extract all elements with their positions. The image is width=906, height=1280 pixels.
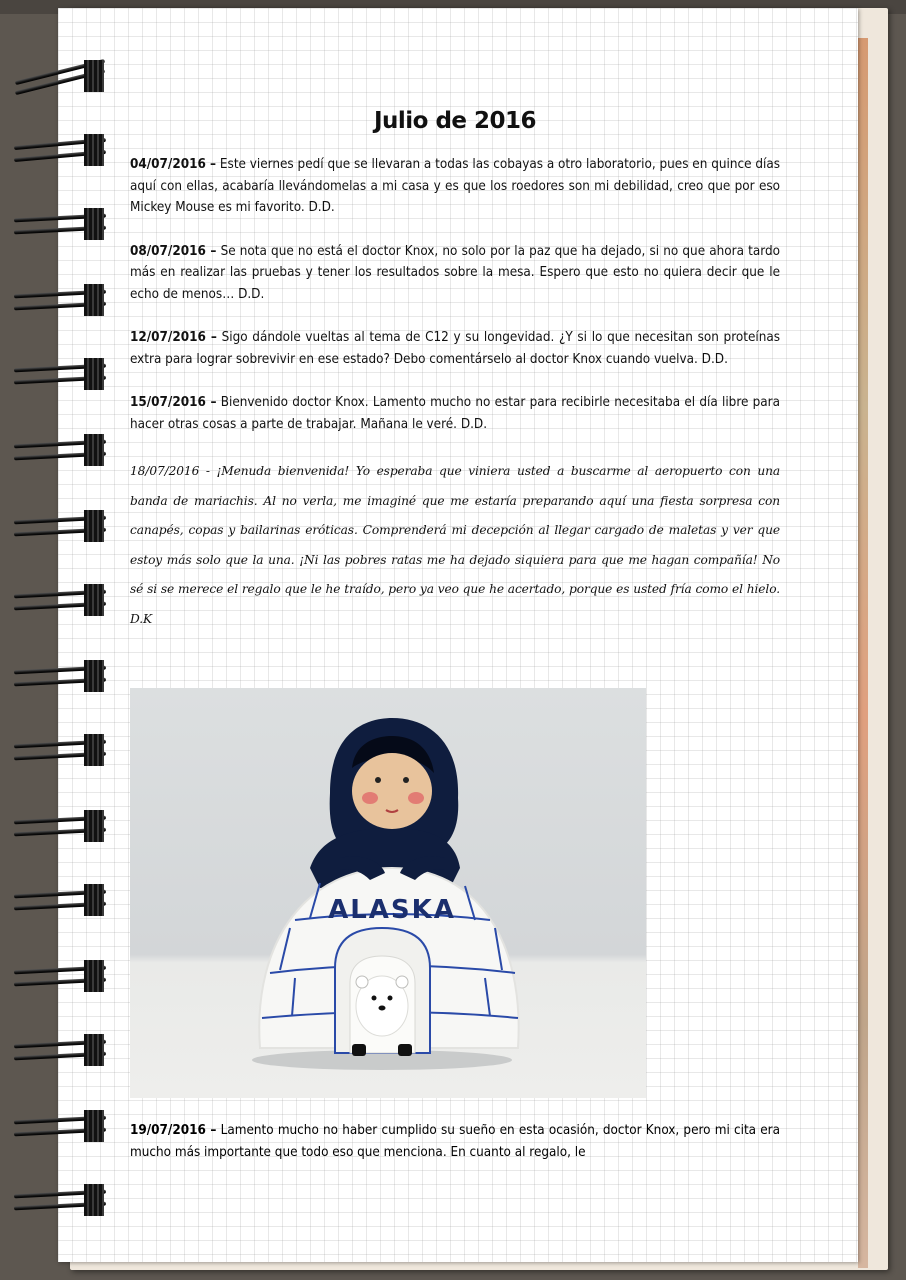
diary-entry <box>130 327 780 370</box>
entry-text: Lamento mucho no haber cumplido su sueño en esta ocasión, doctor Knox, pero mi cita era mucho más importante que todo eso que menciona. En cuanto al regalo, le <box>130 1123 781 1160</box>
spiral-ring <box>14 660 106 692</box>
diary-entry <box>130 1120 780 1163</box>
entry-text: ¡Menuda bienvenida! Yo esperaba que viniera usted a buscarme al aeropuerto con una banda de mariachis. Al no verla, me imaginé que me estaría preparando aquí una fiesta sorpresa con canapés, copas y bailarinas eróticas. Comprenderá mi decepción al llegar cargado de maletas y ver que estoy más solo que la una. ¡Ni las pobres ratas me ha dejado siquiera para que me hagan compañía! No sé si se merece el regalo que le he traído, pero ya veo que he acertado, porque es usted fría como el hielo. D.K <box>130 464 780 626</box>
diary-entry <box>130 241 780 306</box>
spiral-ring <box>14 358 106 390</box>
entry-text: Este viernes pedí que se llevaran a todas las cobayas a otro laboratorio, pues en quince días aquí con ellas, acabaría llevándomelas a mi casa y es que los roedores son mi debilidad, creo que por eso Mickey Mouse es mi favorito. D.D. <box>130 157 780 215</box>
spiral-ring <box>14 960 106 992</box>
spiral-ring <box>14 510 106 542</box>
spiral-ring <box>14 884 106 916</box>
diary-entry <box>130 154 780 219</box>
diary-entry-continued <box>130 1120 780 1163</box>
spiral-ring <box>14 584 106 616</box>
spiral-ring <box>14 134 106 166</box>
igloo-figurine-photo <box>130 688 646 1098</box>
entry-date: 15/07/2016 – <box>130 395 217 410</box>
spiral-ring <box>14 208 106 240</box>
page-title: Julio de 2016 <box>373 108 537 134</box>
spiral-ring <box>14 1034 106 1066</box>
spiral-ring <box>14 434 106 466</box>
spiral-ring <box>14 1110 106 1142</box>
entry-date: 12/07/2016 – <box>130 330 217 345</box>
spiral-ring <box>14 810 106 842</box>
diary-entry <box>130 392 780 435</box>
figurine-illustration <box>130 688 646 1098</box>
entry-date: 04/07/2016 – <box>130 157 217 172</box>
page-edges-strip <box>858 38 868 1268</box>
entry-date: 19/07/2016 – <box>130 1123 217 1138</box>
entry-text: Sigo dándole vueltas al tema de C12 y su longevidad. ¿Y si lo que necesitan son proteínas extra para lograr sobrevivir en ese estado? Debo comentárselo al doctor Knox cuando vuelva. D.D. <box>130 330 781 367</box>
spiral-ring <box>14 284 106 316</box>
diary-content <box>130 108 780 658</box>
entry-date: 08/07/2016 – <box>130 243 217 259</box>
entry-text: Bienvenido doctor Knox. Lamento mucho no estar para recibirle necesitaba el día libre para hacer otras cosas a parte de trabajar. Mañana le veré. D.D. <box>130 395 781 432</box>
alaska-sign-text: ALASKA <box>328 895 456 925</box>
spiral-ring <box>14 734 106 766</box>
entry-date: 18/07/2016 - <box>130 464 210 478</box>
spiral-ring <box>14 60 106 92</box>
diary-entry-handwritten <box>130 457 780 634</box>
entry-text: Se nota que no está el doctor Knox, no solo por la paz que ha dejado, si no que ahora tardo más en realizar las pruebas y tener los resultados sobre la mesa. Espero que esto no quiera decir que le echo de menos… D.D. <box>130 243 780 302</box>
spiral-ring <box>14 1184 106 1216</box>
